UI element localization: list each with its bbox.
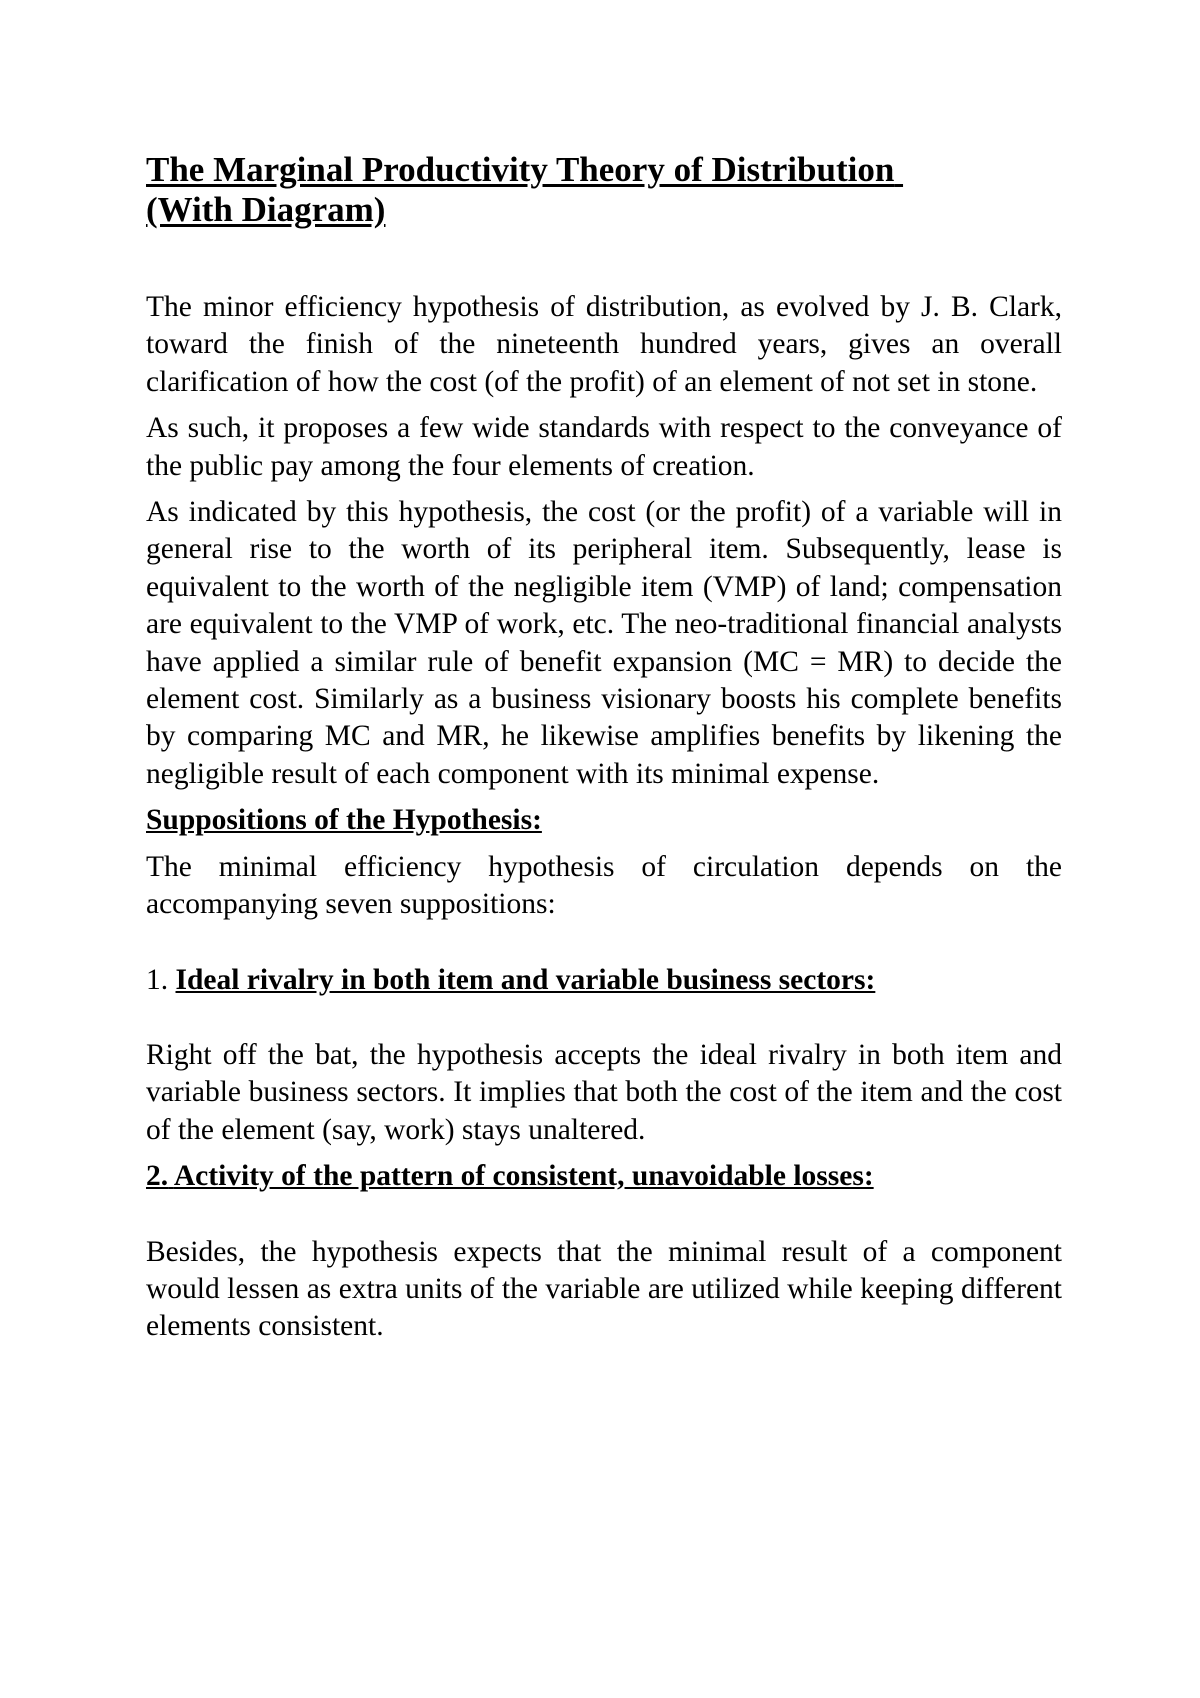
item-heading-1 — [146, 962, 1062, 999]
item-heading-2 — [146, 1158, 1062, 1195]
title-line-1: The Marginal Productivity Theory of Distribution — [146, 150, 895, 189]
item-number-1: 1. — [146, 963, 169, 996]
item-text-1: Right off the bat, the hypothesis accepts the ideal rivalry in both item and variable business sectors. It implies that both the cost of the item and the cost of the element (say, work) stays unaltered. — [146, 1038, 1062, 1146]
item-number-2: 2. — [146, 1160, 169, 1193]
document-title — [146, 150, 1062, 230]
item-title-2-text: Activity of the pattern of consistent, unavoidable losses: — [173, 1160, 874, 1193]
item-title-1: Ideal rivalry in both item and variable business sectors: — [175, 963, 876, 996]
paragraph-standards: As such, it proposes a few wide standards with respect to the conveyance of the public pay among the four elements of creation. — [146, 412, 1062, 482]
title-line-2: (With Diagram) — [146, 190, 386, 229]
item-text-2: Besides, the hypothesis expects that the minimal result of a component would lessen as extra units of the variable are utilized while keeping different elements consistent. — [146, 1235, 1062, 1343]
paragraph-hypothesis: As indicated by this hypothesis, the cost (or the profit) of a variable will in general rise to the worth of its peripheral item. Subsequently, lease is equivalent to the worth of the negligible item (VMP) of land; compensation are equivalent to the VMP of work, etc. The neo-traditional financial analysts have applied a similar rule of benefit expansion (MC = MR) to decide the element cost. Similarly as a business visionary boosts his complete benefits by comparing MC and MR, he likewise amplifies benefits by likening the negligible result of each component with its minimal expense. — [146, 496, 1062, 790]
section-intro: The minimal efficiency hypothesis of circulation depends on the accompanying seven suppositions: — [146, 850, 1062, 921]
document-content — [146, 150, 1062, 1346]
item-title-2 — [146, 1160, 874, 1192]
paragraph-intro: The minor efficiency hypothesis of distribution, as evolved by J. B. Clark, toward the finish of the nineteenth hundred years, gives an overall clarification of how the cost (of the profit) of an element of not set in stone. — [146, 291, 1062, 398]
section-heading: Suppositions of the Hypothesis: — [146, 804, 542, 837]
